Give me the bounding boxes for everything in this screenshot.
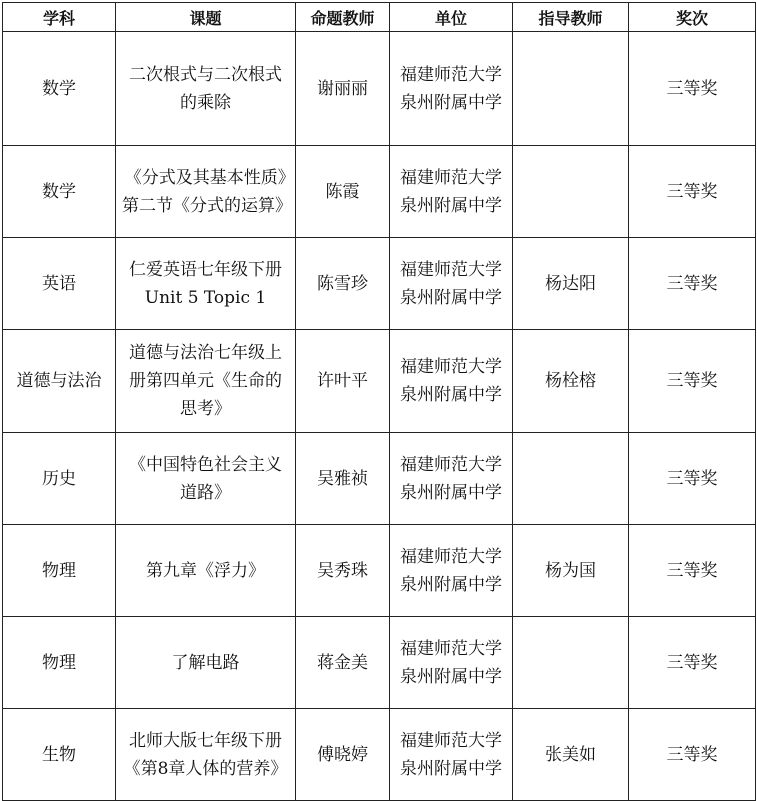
cell-teacher: 谢丽丽 bbox=[296, 32, 390, 146]
cell-topic: 了解电路 bbox=[116, 617, 296, 709]
cell-award: 三等奖 bbox=[629, 238, 756, 330]
cell-subject: 历史 bbox=[3, 433, 116, 525]
header-row bbox=[3, 3, 756, 32]
header-subject: 学科 bbox=[3, 3, 116, 32]
table-row bbox=[3, 32, 756, 146]
cell-subject: 物理 bbox=[3, 525, 116, 617]
cell-advisor: 张美如 bbox=[513, 709, 629, 801]
table-row bbox=[3, 433, 756, 525]
cell-unit: 福建师范大学泉州附属中学 bbox=[390, 525, 513, 617]
table-row bbox=[3, 525, 756, 617]
cell-unit: 福建师范大学泉州附属中学 bbox=[390, 32, 513, 146]
cell-award: 三等奖 bbox=[629, 709, 756, 801]
cell-subject: 英语 bbox=[3, 238, 116, 330]
cell-topic: 《中国特色社会主义道路》 bbox=[116, 433, 296, 525]
cell-award: 三等奖 bbox=[629, 146, 756, 238]
cell-topic: 道德与法治七年级上册第四单元《生命的思考》 bbox=[116, 330, 296, 433]
cell-unit: 福建师范大学泉州附属中学 bbox=[390, 146, 513, 238]
cell-teacher: 许叶平 bbox=[296, 330, 390, 433]
cell-teacher: 陈霞 bbox=[296, 146, 390, 238]
cell-teacher: 陈雪珍 bbox=[296, 238, 390, 330]
cell-advisor bbox=[513, 146, 629, 238]
cell-advisor bbox=[513, 32, 629, 146]
cell-advisor bbox=[513, 617, 629, 709]
cell-award: 三等奖 bbox=[629, 617, 756, 709]
cell-topic: 仁爱英语七年级下册Unit 5 Topic 1 bbox=[116, 238, 296, 330]
cell-teacher: 吴雅祯 bbox=[296, 433, 390, 525]
cell-advisor: 杨栓榕 bbox=[513, 330, 629, 433]
header-advisor: 指导教师 bbox=[513, 3, 629, 32]
header-unit: 单位 bbox=[390, 3, 513, 32]
awards-table bbox=[2, 2, 756, 801]
table-row bbox=[3, 617, 756, 709]
cell-subject: 数学 bbox=[3, 32, 116, 146]
cell-subject: 道德与法治 bbox=[3, 330, 116, 433]
table-row bbox=[3, 146, 756, 238]
cell-topic: 二次根式与二次根式的乘除 bbox=[116, 32, 296, 146]
header-topic: 课题 bbox=[116, 3, 296, 32]
cell-topic: 第九章《浮力》 bbox=[116, 525, 296, 617]
cell-unit: 福建师范大学泉州附属中学 bbox=[390, 617, 513, 709]
cell-subject: 生物 bbox=[3, 709, 116, 801]
cell-unit: 福建师范大学泉州附属中学 bbox=[390, 709, 513, 801]
cell-advisor: 杨为国 bbox=[513, 525, 629, 617]
header-teacher: 命题教师 bbox=[296, 3, 390, 32]
cell-topic: 北师大版七年级下册《第8章人体的营养》 bbox=[116, 709, 296, 801]
cell-award: 三等奖 bbox=[629, 433, 756, 525]
cell-advisor bbox=[513, 433, 629, 525]
cell-award: 三等奖 bbox=[629, 32, 756, 146]
cell-subject: 物理 bbox=[3, 617, 116, 709]
cell-award: 三等奖 bbox=[629, 525, 756, 617]
cell-unit: 福建师范大学泉州附属中学 bbox=[390, 238, 513, 330]
header-award: 奖次 bbox=[629, 3, 756, 32]
cell-teacher: 吴秀珠 bbox=[296, 525, 390, 617]
cell-advisor: 杨达阳 bbox=[513, 238, 629, 330]
cell-award: 三等奖 bbox=[629, 330, 756, 433]
cell-teacher: 傅晓婷 bbox=[296, 709, 390, 801]
cell-unit: 福建师范大学泉州附属中学 bbox=[390, 433, 513, 525]
cell-topic: 《分式及其基本性质》第二节《分式的运算》 bbox=[116, 146, 296, 238]
cell-unit: 福建师范大学泉州附属中学 bbox=[390, 330, 513, 433]
cell-subject: 数学 bbox=[3, 146, 116, 238]
table-row bbox=[3, 709, 756, 801]
cell-teacher: 蒋金美 bbox=[296, 617, 390, 709]
table-row bbox=[3, 238, 756, 330]
table-row bbox=[3, 330, 756, 433]
